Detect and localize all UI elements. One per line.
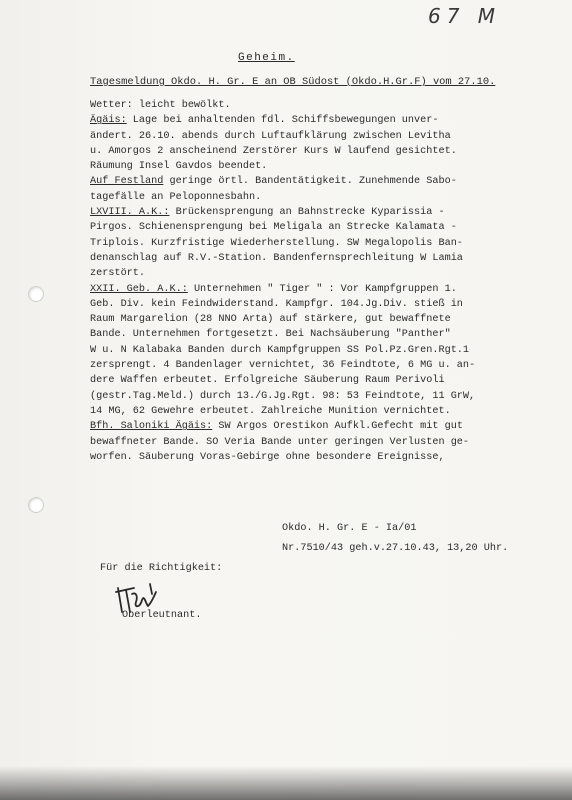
punch-hole-bottom xyxy=(28,497,44,513)
line-text: Unternehmen " Tiger " : Vor Kampfgruppen 1. xyxy=(187,283,457,295)
report-line xyxy=(90,236,542,251)
section-heading: LXVIII. A.K.: xyxy=(90,207,170,219)
report-line xyxy=(90,113,542,128)
report-line xyxy=(90,358,542,373)
report-line xyxy=(90,174,542,189)
report-line xyxy=(90,159,542,174)
report-line xyxy=(90,266,542,281)
line-text: tagefälle an Peloponnesbahn. xyxy=(90,191,262,203)
document-subject: Tagesmeldung Okdo. H. Gr. E an OB Südost (Okdo.H.Gr.F) vom 27.10. xyxy=(90,76,496,88)
section-heading: Bfh. Saloniki Ägäis: xyxy=(90,421,213,433)
line-text: Räumung Insel Gavdos beendet. xyxy=(90,161,268,173)
line-text: Lage bei anhaltenden fdl. Schiffsbewegungen unver- xyxy=(126,115,439,127)
report-line xyxy=(90,190,542,205)
line-text: 14 MG, 62 Gewehre erbeutet. Zahlreiche Munition vernichtet. xyxy=(90,405,451,417)
reference-number: Nr.7510/43 geh.v.27.10.43, 13,20 Uhr. xyxy=(282,543,509,554)
report-line xyxy=(90,297,542,312)
report-line xyxy=(90,450,542,465)
report-line xyxy=(90,129,542,144)
line-text: ändert. 26.10. abends durch Luftaufklärung zwischen Levitha xyxy=(90,130,451,142)
line-text: geringe örtl. Bandentätigkeit. Zunehmende Sabo- xyxy=(163,176,457,188)
report-line xyxy=(90,389,542,404)
report-line xyxy=(90,419,542,434)
line-text: Brückensprengung an Bahnstrecke Kyparissia - xyxy=(169,207,445,219)
line-text: Wetter: leicht bewölkt. xyxy=(90,100,231,111)
line-text: (gestr.Tag.Meld.) durch 13./G.Jg.Rgt. 98: 53 Feindtote, 11 GrW, xyxy=(90,390,476,402)
line-text: u. Amorgos 2 anscheinend Zerstörer Kurs W laufend gesichtet. xyxy=(90,145,457,157)
line-text: bewaffneter Bande. SO Veria Bande unter geringen Verlusten ge- xyxy=(90,436,470,448)
officer-rank: Oberleutnant. xyxy=(122,610,202,621)
line-text: SW Argos Orestikon Aufkl.Gefecht mit gut xyxy=(212,421,463,433)
scan-shadow xyxy=(0,766,572,800)
line-text: Raum Margarelion (28 NNO Arta) auf stärkere, gut bewaffnete xyxy=(90,314,451,326)
line-text: Bande. Unternehmen fortgesetzt. Bei Nachsäuberung "Panther" xyxy=(90,329,451,341)
punch-hole-top xyxy=(28,286,44,302)
line-text: Triplois. Kurzfristige Wiederherstellung. SW Megalopolis Ban- xyxy=(90,237,463,249)
certification-label: Für die Richtigkeit: xyxy=(100,563,223,574)
report-line xyxy=(90,220,542,235)
line-text: dere Waffen erbeutet. Erfolgreiche Säuberung Raum Perivoli xyxy=(90,375,445,387)
line-text: worfen. Säuberung Voras-Gebirge ohne besondere Ereignisse, xyxy=(90,451,445,463)
report-line xyxy=(90,327,542,342)
report-line xyxy=(90,282,542,297)
report-line xyxy=(90,144,542,159)
issuing-office: Okdo. H. Gr. E - Ia/01 xyxy=(282,523,417,534)
line-text: W u. N Kalabaka Banden durch Kampfgruppen SS Pol.Pz.Gren.Rgt.1 xyxy=(90,344,470,356)
line-text: zersprengt. 4 Bandenlager vernichtet, 36 Feindtote, 6 MG u. an- xyxy=(90,360,476,372)
line-text: zerstört. xyxy=(90,268,146,280)
report-line xyxy=(90,343,542,358)
folio-number: 67 М xyxy=(428,4,502,28)
section-heading: Ägäis: xyxy=(90,115,127,127)
report-line xyxy=(90,205,542,220)
report-line xyxy=(90,404,542,419)
section-heading: Auf Festland xyxy=(90,176,164,188)
document-title: Geheim. xyxy=(238,52,295,64)
signature-block xyxy=(282,519,508,559)
report-line xyxy=(90,312,542,327)
line-text: Geb. Div. kein Feindwiderstand. Kampfgr. 104.Jg.Div. stieß in xyxy=(90,298,463,310)
report-line xyxy=(90,373,542,388)
section-heading: XXII. Geb. A.K.: xyxy=(90,283,188,295)
report-line xyxy=(90,251,542,266)
report-line xyxy=(90,98,542,113)
line-text: denanschlag auf R.V.-Station. Bandenfernsprechleitung W Lamia xyxy=(90,252,463,264)
report-line xyxy=(90,435,542,450)
line-text: Pirgos. Schienensprengung bei Meligala an Strecke Kalamata - xyxy=(90,222,457,234)
report-body xyxy=(90,98,542,465)
